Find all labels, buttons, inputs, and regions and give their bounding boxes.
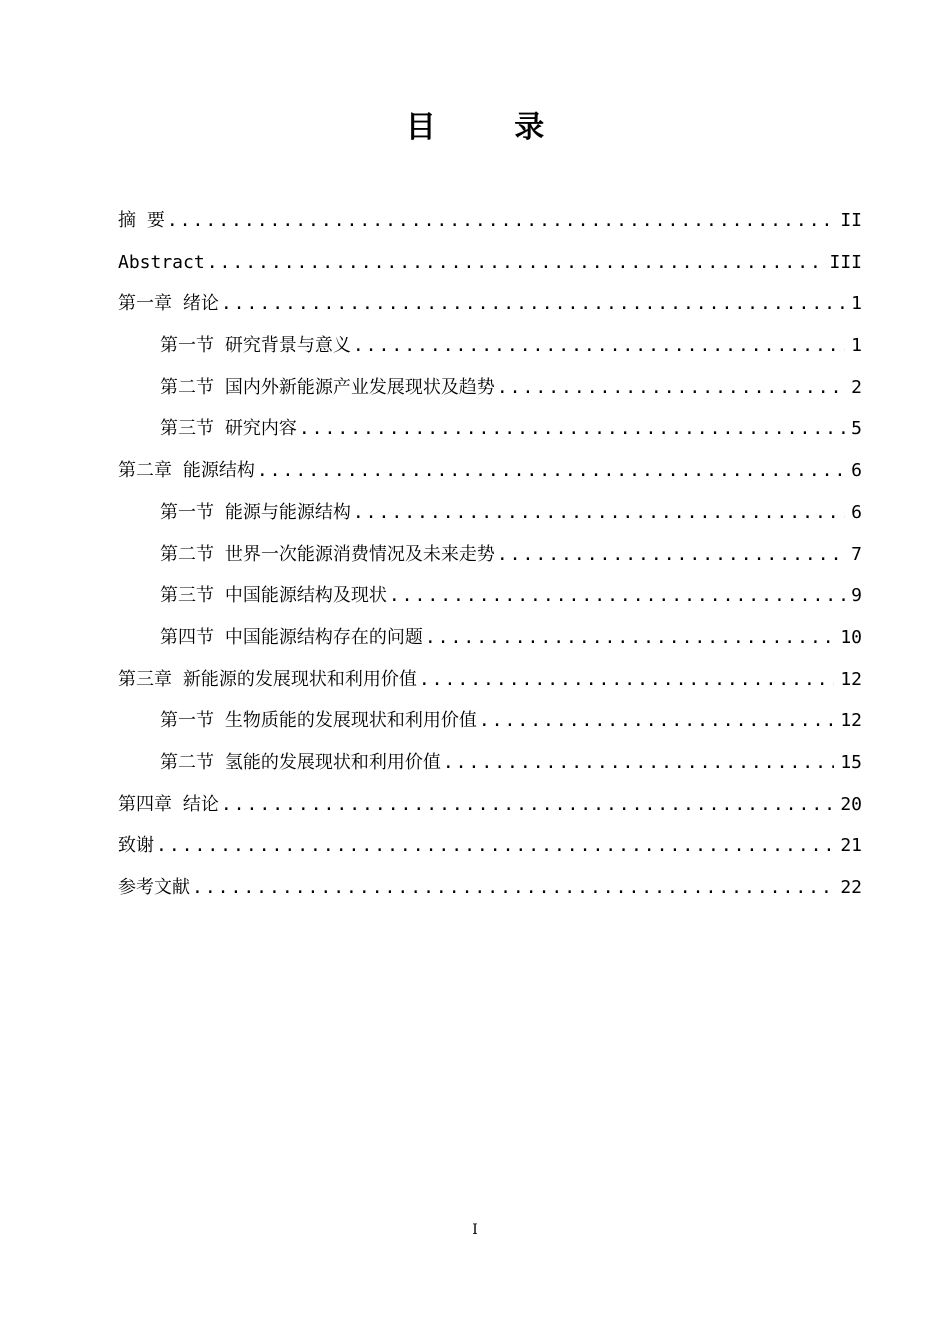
toc-leader-dots [221,784,834,826]
toc-entry-label: 第一章 绪论 [118,293,219,315]
toc-leader-dots [207,242,824,284]
toc-entry-label: 第一节 研究背景与意义 [160,335,351,357]
toc-leader-dots [497,534,845,576]
toc-entry-label: 第四节 中国能源结构存在的问题 [160,626,423,648]
toc-leader-dots [419,659,834,701]
toc-entry-page: 10 [840,626,862,648]
toc-entry-page: 5 [851,418,862,440]
toc-entry-abstract-en[interactable] [118,242,862,284]
toc-entry-page: 1 [851,335,862,357]
toc-leader-dots [353,492,845,534]
toc-entry-label: 第三节 研究内容 [160,418,297,440]
toc-entry-label: 致谢 [118,835,154,857]
toc-leader-dots [353,325,845,367]
toc-leader-dots [425,617,834,659]
toc-entry-page: 15 [840,751,862,773]
toc-entry-label: 参考文献 [118,877,190,898]
toc-entry-label: Abstract [118,251,205,273]
toc-entry-page: 6 [851,501,862,523]
toc-entry-chapter-1[interactable] [118,283,862,325]
toc-entry-chapter-1-section-1[interactable] [118,325,862,367]
page-number: I [472,1222,478,1238]
toc-leader-dots [192,867,834,909]
toc-leader-dots [497,367,845,409]
toc-entry-chapter-3-section-2[interactable] [118,742,862,784]
toc-entry-page: 1 [851,293,862,315]
toc-entry-abstract-cn[interactable] [118,200,862,242]
toc-entry-label: 第三节 中国能源结构及现状 [160,585,387,607]
toc-leader-dots [167,200,834,242]
toc-leader-dots [221,283,845,325]
toc-entry-page: 20 [840,793,862,815]
toc-entry-label: 第二章 能源结构 [118,460,255,482]
toc-entry-page: 21 [840,835,862,857]
toc-entry-label: 第三章 新能源的发展现状和利用价值 [118,668,417,690]
toc-entry-page: 6 [851,460,862,482]
toc-leader-dots [479,700,834,742]
toc-entry-references[interactable] [118,867,862,909]
toc-entry-chapter-3-section-1[interactable] [118,700,862,742]
page-title: 目 录 [405,110,579,145]
toc-entry-chapter-4[interactable] [118,784,862,826]
toc-entry-label: 第二节 国内外新能源产业发展现状及趋势 [160,376,495,398]
toc-entry-page: 7 [851,543,862,565]
toc-entry-label: 第二节 世界一次能源消费情况及未来走势 [160,543,495,565]
toc-entry-chapter-2-section-3[interactable] [118,575,862,617]
toc-leader-dots [156,825,834,867]
toc-leader-dots [443,742,834,784]
toc-entry-page: III [829,251,862,273]
toc-entry-label: 第一节 生物质能的发展现状和利用价值 [160,710,477,732]
toc-entry-chapter-2-section-1[interactable] [118,492,862,534]
toc-entry-page: 22 [840,877,862,898]
toc-entry-page: 12 [840,710,862,732]
toc-entry-chapter-3[interactable] [118,659,862,701]
toc-entry-chapter-2-section-4[interactable] [118,617,862,659]
toc-entry-chapter-1-section-3[interactable] [118,408,862,450]
toc-entry-page: 9 [851,585,862,607]
toc-entry-label: 第四章 结论 [118,793,219,815]
toc-entry-label: 第一节 能源与能源结构 [160,501,351,523]
toc-entry-chapter-2-section-2[interactable] [118,534,862,576]
toc-entry-acknowledgements[interactable] [118,825,862,867]
table-of-contents [118,200,862,909]
toc-entry-label: 摘 要 [118,210,165,231]
toc-entry-chapter-2[interactable] [118,450,862,492]
toc-entry-page: 2 [851,376,862,398]
toc-leader-dots [389,575,845,617]
toc-entry-label: 第二节 氢能的发展现状和利用价值 [160,751,441,773]
toc-entry-chapter-1-section-2[interactable] [118,367,862,409]
toc-entry-page: II [840,210,862,231]
toc-leader-dots [299,408,845,450]
toc-leader-dots [257,450,845,492]
toc-entry-page: 12 [840,668,862,690]
